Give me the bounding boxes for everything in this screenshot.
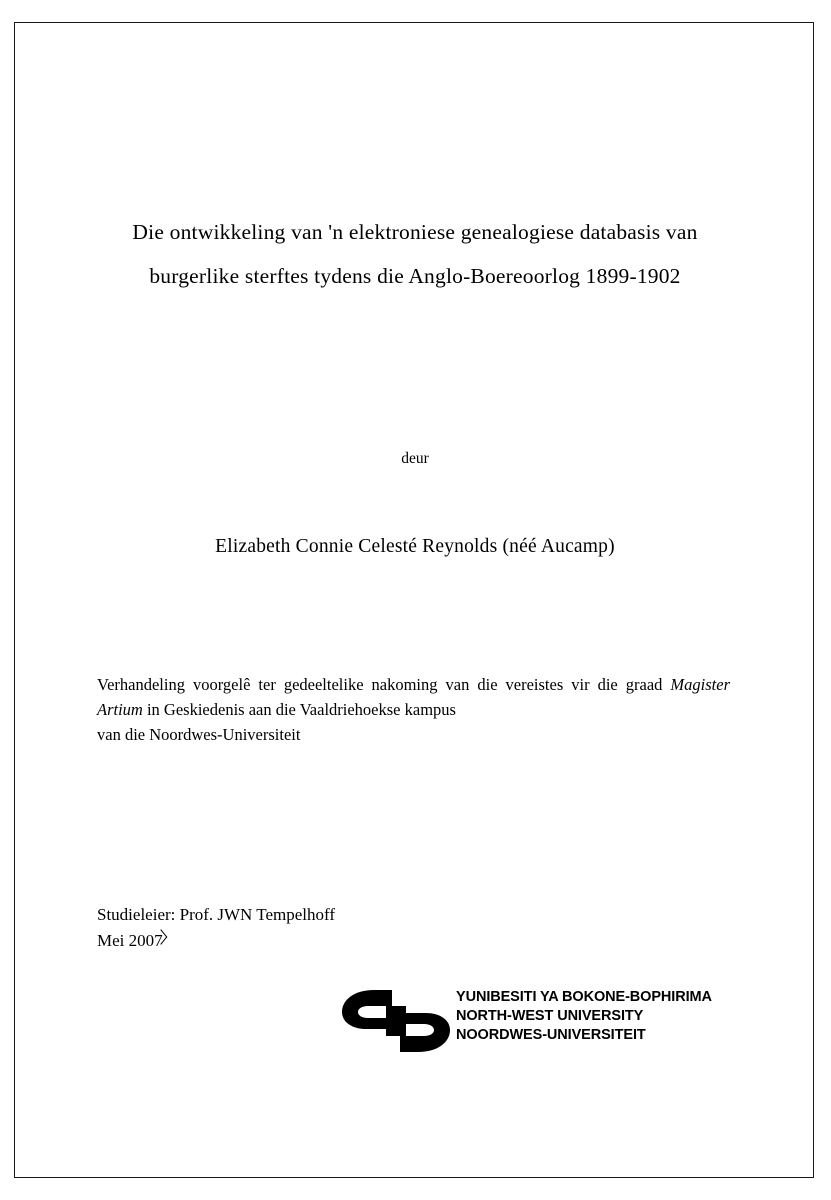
supervisor-line: Studieleier: Prof. JWN Tempelhoff	[97, 905, 336, 924]
date-line	[97, 928, 163, 954]
page-title	[90, 210, 740, 298]
degree-statement	[97, 672, 730, 747]
title-line-2: burgerlike sterftes tydens die Anglo-Boereoorlog 1899-1902	[149, 264, 681, 288]
logo-line-2: NORTH-WEST UNIVERSITY	[456, 1008, 644, 1024]
logo-line-3: NOORDWES-UNIVERSITEIT	[456, 1027, 646, 1043]
university-logo	[248, 984, 712, 1062]
statement-part-1: Verhandeling voorgelê ter gedeeltelike nakoming van die vereistes vir die graad	[97, 675, 671, 694]
statement-part-3: van die Noordwes-Universiteit	[97, 725, 301, 744]
statement-part-2: in Geskiedenis aan die Vaaldriehoekse kampus	[142, 700, 456, 719]
logo-line-1: YUNIBESITI YA BOKONE-BOPHIRIMA	[456, 989, 712, 1005]
title-page-content	[90, 22, 740, 1178]
logo-text-block	[456, 988, 712, 1045]
date-text: Mei 2007	[97, 931, 163, 950]
supervisor-block	[97, 902, 697, 954]
nwu-logo-mark-icon	[340, 988, 452, 1054]
title-line-1: Die ontwikkeling van 'n elektroniese genealogiese databasis van	[132, 220, 698, 244]
by-label: deur	[401, 450, 429, 467]
degree-name: Magister Artium	[97, 675, 730, 719]
author-name: Elizabeth Connie Celesté Reynolds (néé Aucamp)	[215, 536, 615, 557]
